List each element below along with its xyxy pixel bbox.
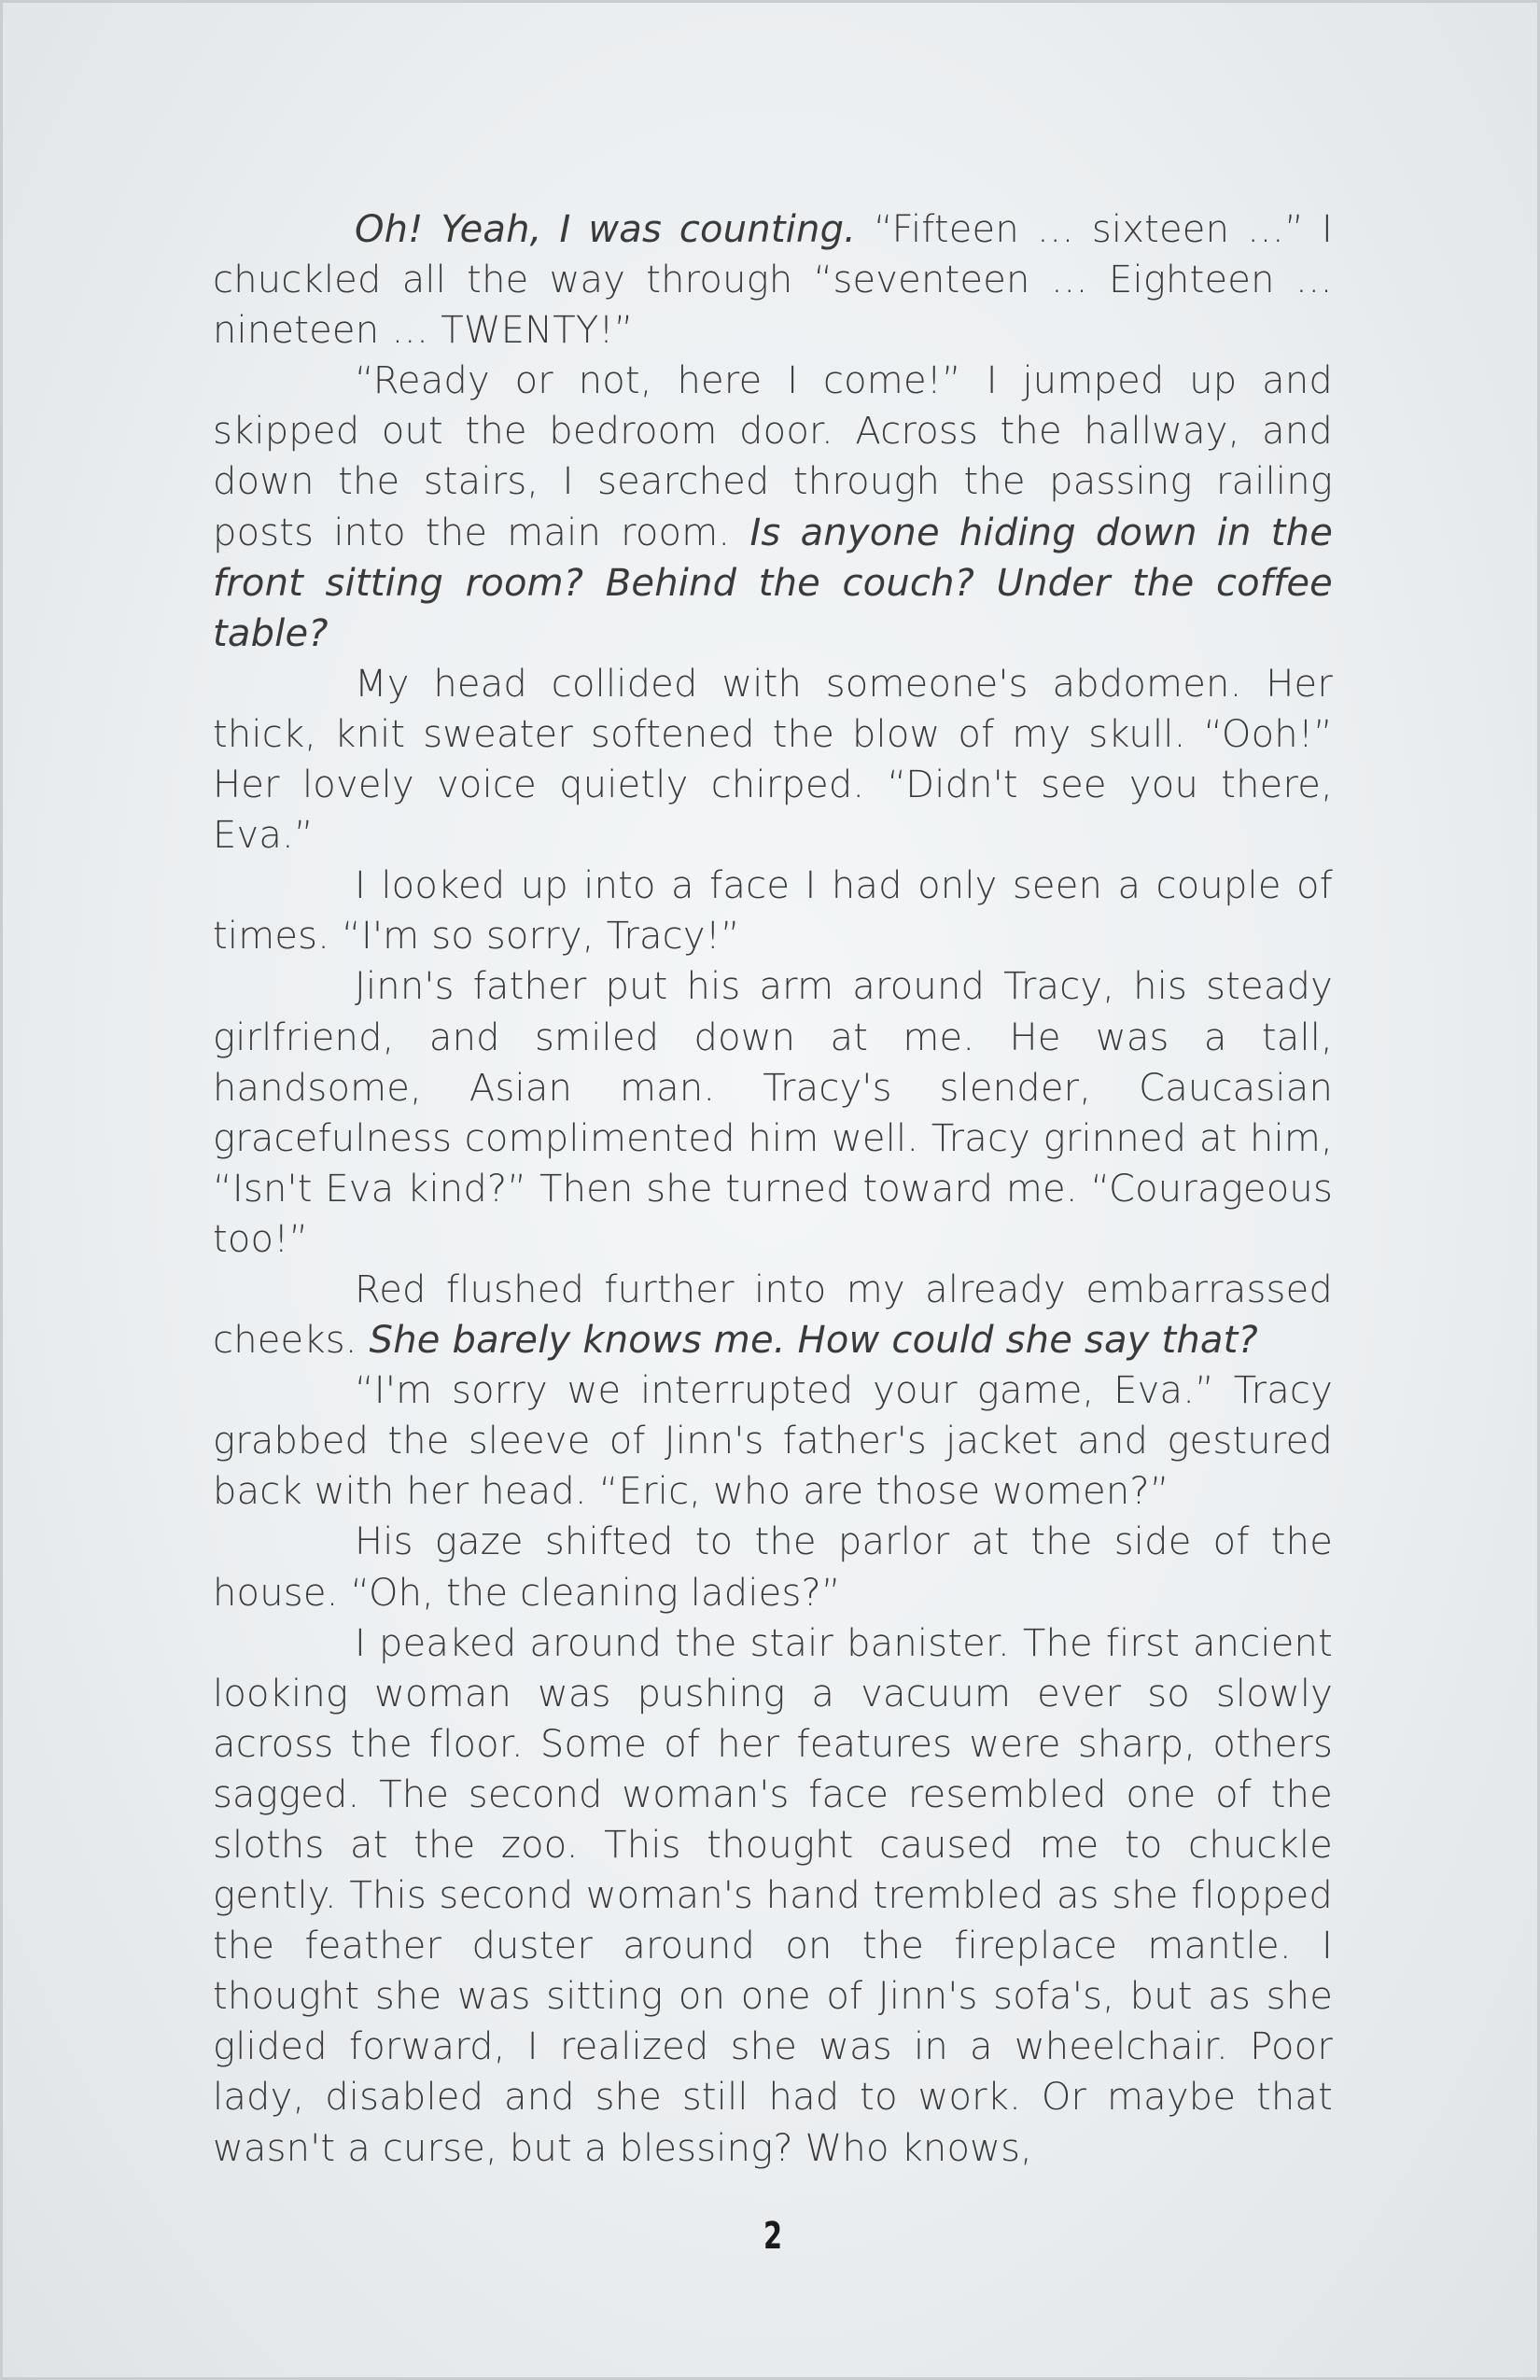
narration: Jinn's father put his arm around Tracy, his steady girlfriend, and smiled down at me. He was a tall, handsome, Asian man. Tracy's slender, Caucasian gracefulness complimented him well. Tracy grinned at him, “Isn't Eva kind?” Then she turned toward me. “Courageous too!” bbox=[213, 965, 1333, 1261]
page-number: 2 bbox=[763, 2215, 783, 2258]
paragraph bbox=[213, 659, 1333, 861]
narration: His gaze shifted to the parlor at the side of the house. “Oh, the cleaning ladies?” bbox=[213, 1520, 1333, 1615]
paragraph bbox=[213, 861, 1333, 961]
inner-thought: She barely knows me. How could she say that? bbox=[369, 1319, 1258, 1363]
narration: I peaked around the stair banister. The first ancient looking woman was pushing a vacuum ever so slowly across the floor. Some of her features were sharp, others sagged. The second woman's face resembled one of the sloths at the zoo. This thought caused me to chuckle gently. This second woman's hand trembled as she flopped the feather duster around on the fireplace mantle. I thought she was sitting on one of Jinn's sofa's, but as she glided forward, I realized she was in a wheelchair. Poor lady, disabled and she still had to work. Or maybe that wasn't a curse, but a blessing? Who knows, bbox=[213, 1621, 1333, 2170]
paragraph bbox=[213, 1265, 1333, 1365]
paragraph bbox=[213, 961, 1333, 1265]
paragraph bbox=[213, 1517, 1333, 1617]
narration: “Fifteen … sixteen …” I chuckled all the way through “seventeen … Eighteen … nineteen … TWENTY!” bbox=[213, 208, 1334, 353]
paragraph bbox=[213, 1365, 1333, 1517]
inner-thought: Oh! Yeah, I was counting. bbox=[355, 208, 857, 251]
paragraph bbox=[213, 1618, 1333, 2174]
narration: Red flushed further into my already embarrassed cheeks. bbox=[213, 1267, 1333, 1363]
narration: I looked up into a face I had only seen a couple of times. “I'm so sorry, Tracy!” bbox=[213, 864, 1333, 959]
narration: My head collided with someone's abdomen. Her thick, knit sweater softened the blow of my skull. “Ooh!” Her lovely voice quietly chirped. “Didn't see you there, Eva.” bbox=[213, 662, 1333, 858]
narration: “Ready or not, here I come!” I jumped up and skipped out the bedroom door. Across the hallway, and down the stairs, I searched through the passing railing posts into the main room. bbox=[213, 359, 1333, 554]
body-text bbox=[213, 204, 1333, 2174]
inner-thought: Is anyone hiding down in the front sitting room? Behind the couch? Under the coffee table? bbox=[213, 511, 1333, 655]
paragraph bbox=[213, 204, 1333, 356]
narration: “I'm sorry we interrupted your game, Eva.” Tracy grabbed the sleeve of Jinn's father's jacket and gestured back with her head. “Eric, who are those women?” bbox=[213, 1369, 1333, 1514]
paragraph bbox=[213, 356, 1333, 659]
